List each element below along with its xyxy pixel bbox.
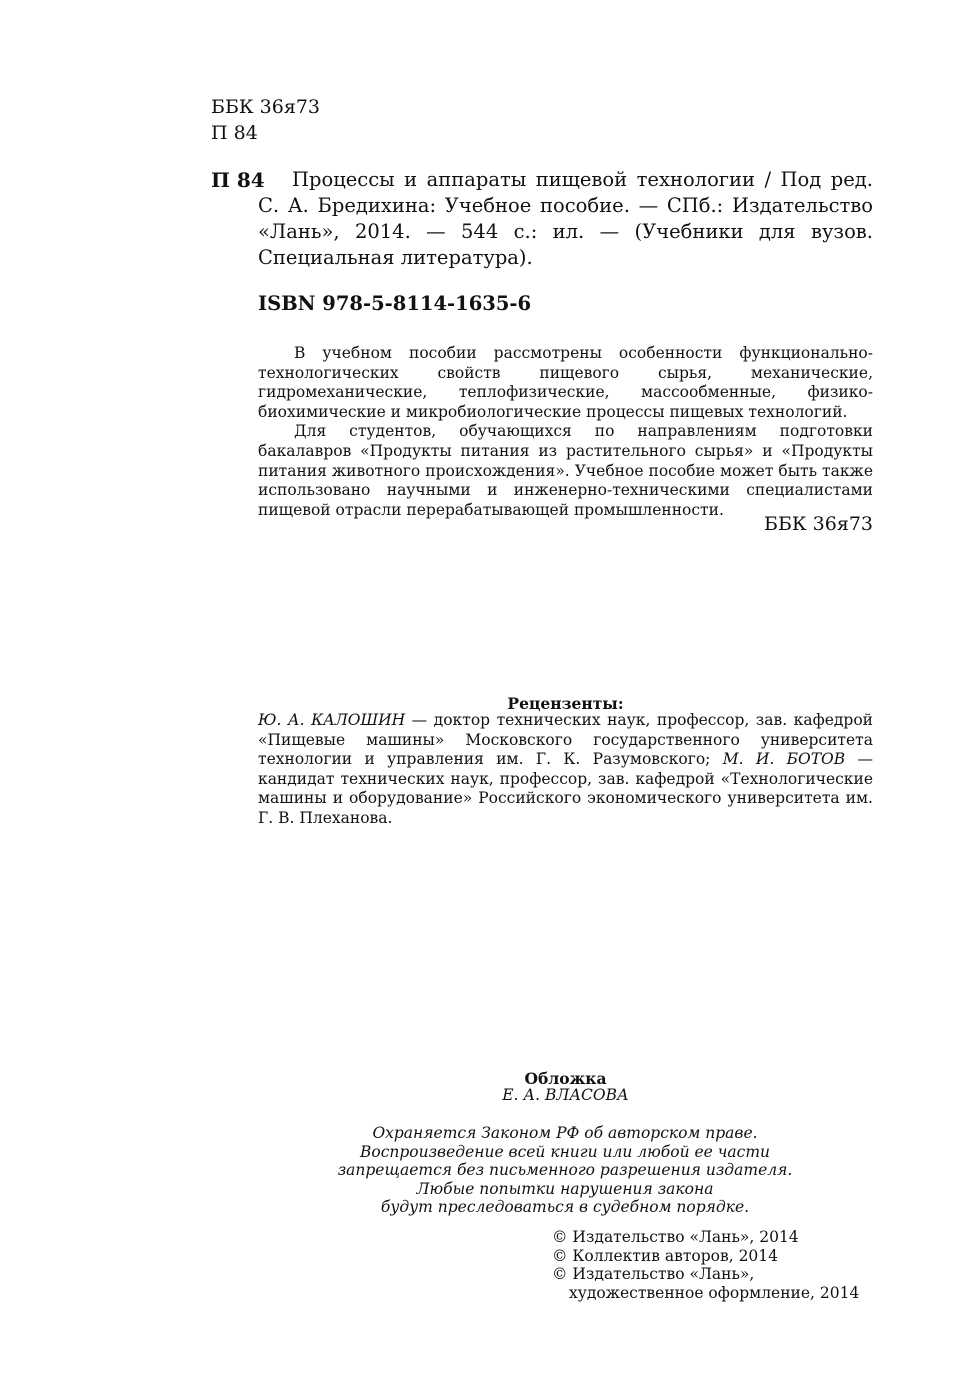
cover-heading: Обложка [524, 1069, 607, 1088]
entry-details: С. А. Бредихина: Учебное пособие. — СПб.: Издательство «Лань», 2014. — 544 с.: ил. — (Учебники для вузов. Специальная литература). [258, 194, 873, 269]
copyright-law-notice [300, 1124, 830, 1217]
cover-designer: Е. А. ВЛАСОВА [502, 1086, 629, 1104]
author-mark: П 84 [211, 122, 258, 144]
copyright-block [552, 1228, 859, 1302]
reviewer-1-name: Ю. А. КАЛОШИН [258, 711, 406, 729]
law-line: запрещается без письменного разрешения издателя. [337, 1161, 793, 1179]
law-line: Воспроизведение всей книги или любой ее части [359, 1142, 771, 1161]
isbn: ISBN 978-5-8114-1635-6 [258, 292, 532, 315]
copyright-line: © Издательство «Лань», [552, 1265, 755, 1283]
law-line: Любые попытки нарушения закона [416, 1179, 714, 1198]
entry-title-line: Процессы и аппараты пищевой технологии / Под ред. [292, 168, 873, 191]
reviewers-text [258, 711, 873, 829]
reviewer-1-info: — доктор технических наук, профессор, зав. кафедрой «Пищевые машины» Московского государственного университета технологии и управления им. Г. К. Разумовского; [258, 711, 874, 769]
abstract-paragraph-2: Для студентов, обучающихся по направлениям подготовки бакалавров «Продукты питания из растительного сырья» и «Продукты питания животного происхождения». Учебное пособие может быть также использовано научными и инженерно-техническими специалистами пищевой отрасли перерабатывающей промышленности. [258, 422, 873, 519]
abstract-paragraph-1: В учебном пособии рассмотрены особенности функционально-технологических свойств пищевого сырья, механические, гидромеханические, теплофизические, массообменные, физико-биохимические и микробиологические процессы пищевых технологий. [258, 344, 873, 421]
entry-author-mark: П 84 [211, 168, 265, 192]
bbk-code: ББК 36я73 [211, 96, 321, 118]
abstract [258, 344, 873, 520]
bibliographic-entry [258, 167, 873, 271]
law-line: Охраняется Законом РФ об авторском праве. [372, 1124, 758, 1142]
reviewer-2-info: — кандидат технических наук, профессор, зав. кафедрой «Технологические машины и оборудование» Российского экономического университета им. Г. В. Плеханова. [258, 750, 873, 827]
bbk-code-bottom: ББК 36я73 [763, 513, 873, 535]
copyright-line: художественное оформление, 2014 [569, 1283, 860, 1302]
reviewers-heading: Рецензенты: [507, 694, 624, 713]
law-line: будут преследоваться в судебном порядке. [380, 1198, 750, 1216]
copyright-line: © Коллектив авторов, 2014 [552, 1246, 779, 1265]
reviewer-2-name: М. И. БОТОВ [722, 750, 846, 769]
header-block [211, 94, 320, 146]
copyright-line: © Издательство «Лань», 2014 [552, 1228, 799, 1246]
